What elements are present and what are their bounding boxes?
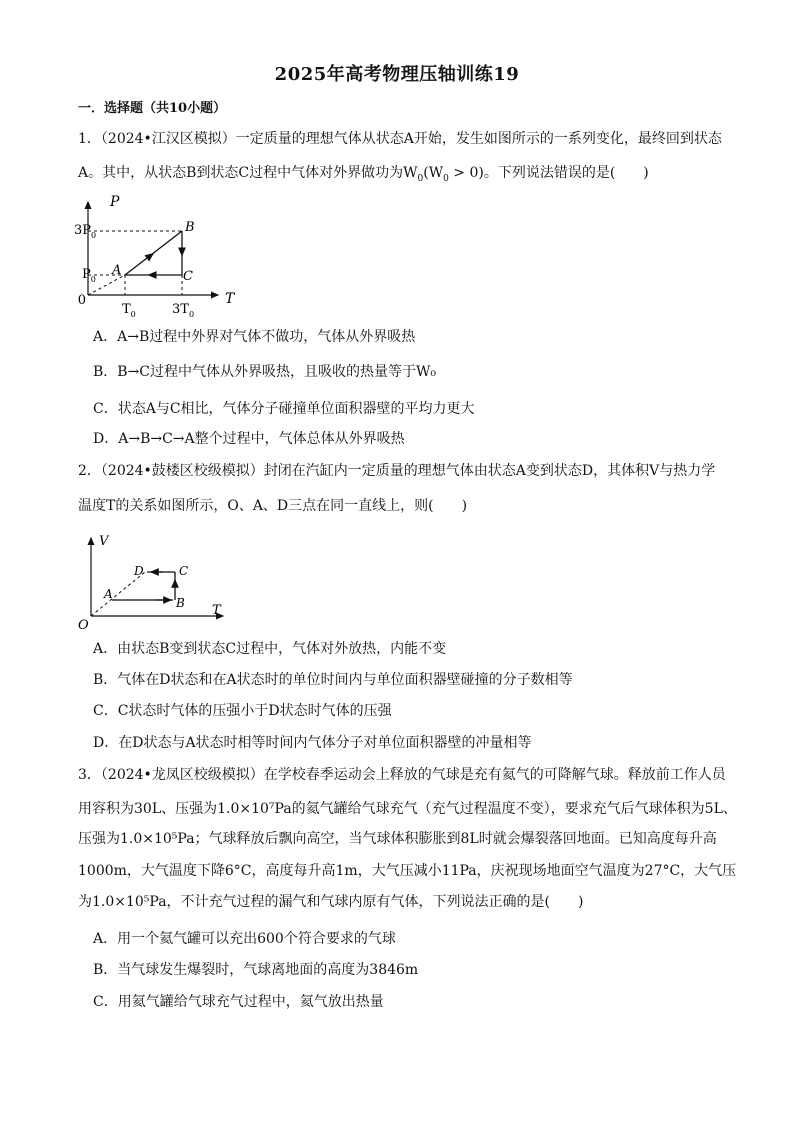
q1-option-d[interactable]: D．A→B→C→A整个过程中，气体总体从外界吸热 <box>93 431 405 447</box>
q1-pt-diagram <box>70 190 245 325</box>
q1-origin-label: 0 <box>77 293 86 308</box>
q2-point-d: D <box>134 564 144 578</box>
q2-line-1: 2．（2024•鼓楼区校级模拟）封闭在汽缸内一定质量的理想气体由状态A变到状态D，其体积V与热力学 <box>78 463 716 479</box>
q2-origin-label: O <box>78 618 89 633</box>
q2-vt-diagram <box>75 528 235 633</box>
page-title: 2025年高考物理压轴训练19 <box>274 64 520 85</box>
q1-axis-x-label: T <box>225 291 235 307</box>
q1-line-2-e: > 0)。下列说法错误的是( ) <box>448 165 649 181</box>
q1-axis-y-label: P <box>110 194 120 210</box>
q1-point-b: B <box>185 220 195 235</box>
q1-tick-3t0: $3T_0$ <box>172 302 195 319</box>
q3-option-c[interactable]: C．用氦气罐给气球充气过程中，氦气放出热量 <box>93 994 384 1010</box>
q3-line-3: 压强为1.0×10⁵Pa；气球释放后飘向高空，当气球体积膨胀到8L时就会爆裂落回地面。已知高度每升高 <box>78 831 717 847</box>
q3-option-a[interactable]: A．用一个氦气罐可以充出600个符合要求的气球 <box>93 931 396 947</box>
q2-option-c[interactable]: C．C状态时气体的压强小于D状态时气体的压强 <box>93 703 392 719</box>
q1-point-a: A <box>112 263 122 278</box>
q1-option-b[interactable]: B．B→C过程中气体从外界吸热，且吸收的热量等于W₀ <box>93 364 437 380</box>
q2-axis-x-label: T <box>212 603 221 618</box>
q2-axis-y-label: V <box>99 534 109 549</box>
q2-option-b[interactable]: B．气体在D状态和在A状态时的单位时间内与单位面积器壁碰撞的分子数相等 <box>93 672 573 688</box>
q3-option-b[interactable]: B．当气球发生爆裂时，气球离地面的高度为3846m <box>93 962 419 978</box>
q1-line-2-c: (W <box>423 165 444 181</box>
q1-line-2-a: A。其中，从状态B到状态C过程中气体对外界做功为W <box>78 165 418 181</box>
q3-line-2: 用容积为30L、压强为1.0×10⁷Pa的氦气罐给气球充气（充气过程温度不变），要求充气后气球体积为5L、 <box>78 801 737 817</box>
q2-option-d[interactable]: D．在D状态与A状态时相等时间内气体分子对单位面积器壁的冲量相等 <box>93 735 532 751</box>
section-heading: 一．选择题（共10小题） <box>78 101 227 116</box>
q1-option-a[interactable]: A．A→B过程中外界对气体不做功，气体从外界吸热 <box>93 329 416 345</box>
q1-tick-3p0: $3P_0$ <box>74 223 97 240</box>
q2-line-2: 温度T的关系如图所示，O、A、D三点在同一直线上，则( ) <box>78 498 468 514</box>
q3-line-1: 3．（2024•龙凤区校级模拟）在学校春季运动会上释放的气球是充有氦气的可降解气球。释放前工作人员 <box>78 767 726 783</box>
q2-point-a: A <box>104 587 113 601</box>
q1-tick-p0: $P_0$ <box>82 267 96 284</box>
q3-line-5: 为1.0×10⁵Pa，不计充气过程的漏气和气球内原有气体，下列说法正确的是( ) <box>78 894 584 910</box>
q2-option-a[interactable]: A．由状态B变到状态C过程中，气体对外放热，内能不变 <box>93 641 447 657</box>
q1-point-c: C <box>183 269 193 284</box>
q1-line-2-sub1: 0 <box>417 173 424 184</box>
q2-dashed-oad <box>91 572 145 616</box>
q1-tick-t0: $T_0$ <box>122 302 136 319</box>
q1-option-c[interactable]: C．状态A与C相比，气体分子碰撞单位面积器壁的平均力更大 <box>93 401 475 417</box>
q1-line-2 <box>78 164 649 188</box>
q3-line-4: 1000m，大气温度下降6°C，高度每升高1m，大气压减小11Pa，庆祝现场地面空气温度为27°C，大气压 <box>78 863 737 879</box>
q1-line-1: 1．（2024•江汉区模拟）一定质量的理想气体从状态A开始，发生如图所示的一系列变化，最终回到状态 <box>78 131 722 147</box>
q1-line-2-sub2: 0 <box>443 173 449 184</box>
q1-path-ab <box>125 231 182 275</box>
q2-point-c: C <box>179 564 189 578</box>
q2-point-b: B <box>176 596 185 610</box>
